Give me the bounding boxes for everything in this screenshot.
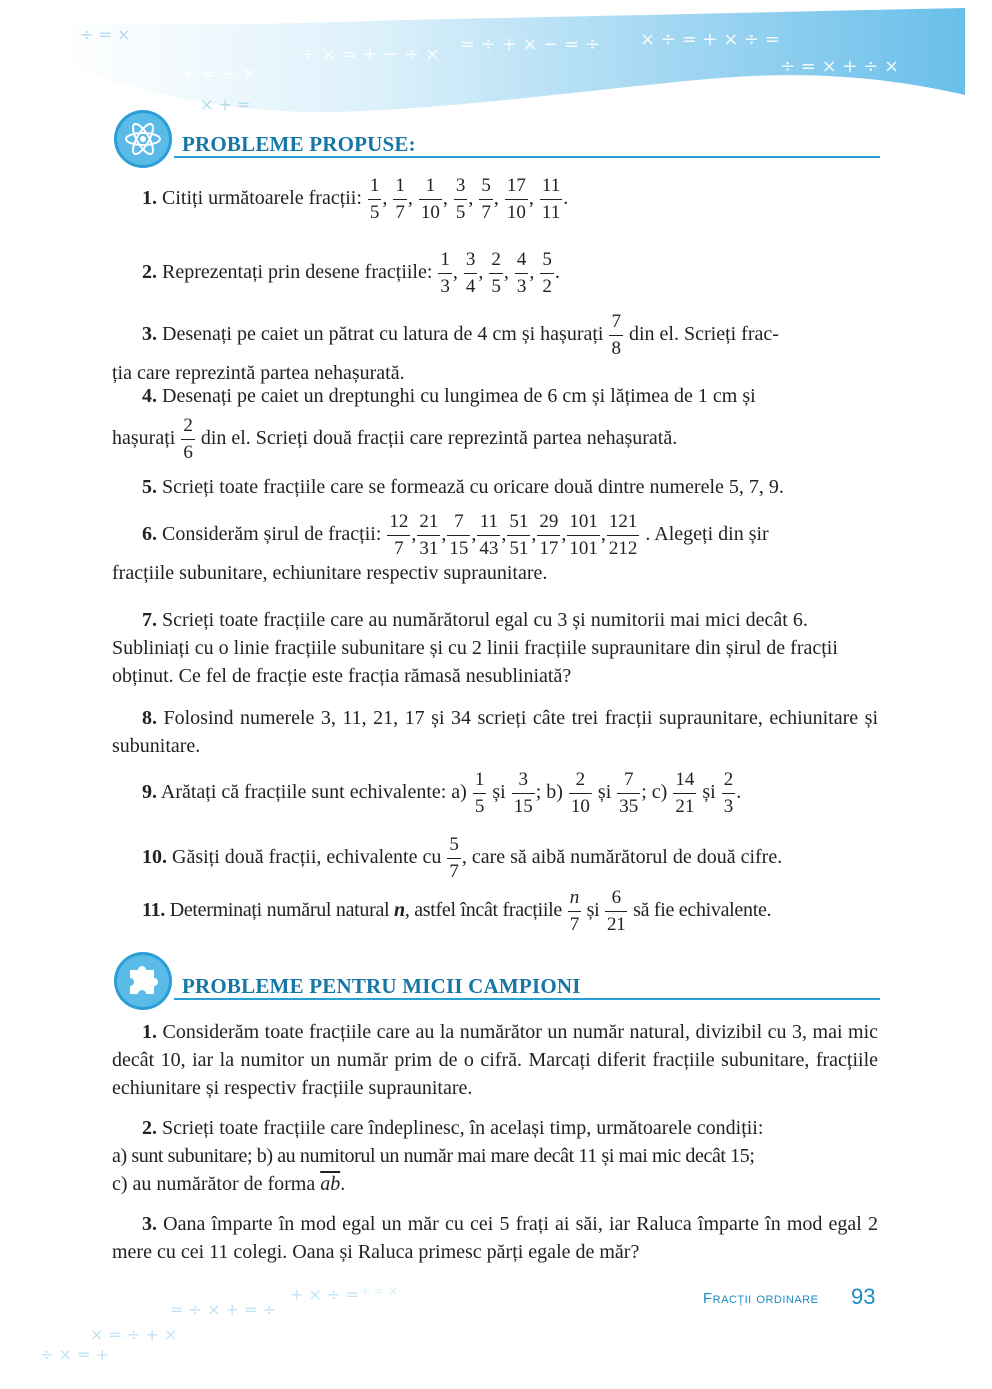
problem-text: Scrieți toate fracțiile care au numărătorul egal cu 3 și numitorii mai mici decât 6. Subliniați cu o linie fracțiile subunitare și cu 2 linii fracțiile supraunitare din șirul de fracții obținut. Ce fel de fracție este fracția rămasă nesubliniată? (112, 609, 838, 687)
problem-number: 9. (142, 781, 157, 804)
champion-problem-2: 2. Scrieți toate fracțiile care îndeplinesc, în același timp, următoarele condiții: a) sunt subunitare; b) au numitorul un număr mai mare decât 11 și mai mic decât 15; c) au numărător de forma $\overline{ab}$. (112, 1114, 878, 1198)
fraction: $\frac{1}{10}$ (420, 175, 440, 223)
fraction: $\frac{1}{3}$ (440, 249, 450, 297)
fraction: $\frac{17}{10}$ (506, 175, 526, 223)
fraction: $\frac{5}{2}$ (542, 249, 552, 297)
fraction: $\frac{2}{3}$ (723, 769, 734, 817)
problem-text: din el. Scrieți frac- (623, 323, 779, 346)
svg-text:÷ = ×: ÷ = × (360, 1284, 398, 1298)
svg-text:× = ÷ + ×: × = ÷ + × (90, 1325, 178, 1344)
section-title: PROBLEME PROPUSE: (182, 132, 416, 156)
problem-7 (112, 606, 878, 690)
problem-text: Reprezentați prin desene fracțiile: (157, 261, 433, 284)
problem-text: Desenați pe caiet un dreptunghi cu lungimea de 6 cm și lățimea de 1 cm și (157, 385, 756, 407)
champion-problem-3 (112, 1210, 878, 1266)
section-title: PROBLEME PENTRU MICII CAMPIONI (182, 974, 581, 998)
problem-text: din el. Scrieți două fracții care reprezintă partea nehașurată. (195, 427, 678, 450)
problem-number: 3. (142, 323, 157, 346)
section-header-problems (112, 108, 880, 170)
fraction: $\frac{29}{17}$ (539, 511, 559, 559)
problem-number: 4. (142, 385, 157, 407)
fraction: $\frac{11}{11}$ (541, 175, 561, 223)
fraction: $\frac{3}{5}$ (455, 175, 466, 223)
fraction: $\frac{7}{35}$ (619, 769, 639, 817)
problem-text: Găsiți două fracții, echivalente cu (167, 846, 442, 869)
problem-text: Arătați că fracțiile sunt echivalente: a) (157, 781, 467, 804)
problem-text: hașurați (112, 427, 176, 450)
problem-number: 3. (142, 1213, 157, 1235)
problem-text: Folosind numerele 3, 11, 21, 17 și 34 scrieți câte trei fracții supraunitare, echiunitare și subunitare. (112, 707, 878, 757)
fraction: $\frac{5}{7}$ (481, 175, 491, 223)
problem-text: c) au numărător de forma (112, 1173, 321, 1195)
fraction: $\frac{7}{15}$ (449, 511, 469, 559)
fraction: $\frac{1}{7}$ (395, 175, 405, 223)
svg-text:× + =: × + = (200, 95, 251, 114)
fraction: $\frac{21}{31}$ (419, 511, 439, 559)
problem-2: 2. Reprezentați prin desene fracțiile: $\frac{1}{3}$ , $\frac{3}{4}$ , $\frac{2}{5}$ , $\frac{4}{3}$ , $\frac{5}{2}$ . (112, 250, 878, 297)
decorative-footer-band (30, 1280, 490, 1370)
fraction: $\frac{6}{21}$ (607, 887, 626, 935)
svg-text:÷ × = +: ÷ × = + (40, 1345, 109, 1364)
digit-form-ab: $\overline{ab}$ (320, 1173, 341, 1195)
problem-8 (112, 704, 878, 760)
svg-text:÷ = ×: ÷ = × (80, 25, 131, 44)
fraction: $\frac{121}{212}$ (608, 511, 638, 559)
champion-problem-1 (112, 1018, 878, 1102)
problem-6: 6. Considerăm șirul de fracții: $\frac{12}{7}$ , $\frac{21}{31}$ , $\frac{7}{15}$ , $\frac{11}{43}$ , $\frac{51}{51}$ , $\frac{29}{17}$ , $\frac{101}{101}$ , $\frac{121}{212}$ . Alegeți din șir fracțiile subunitare, echiunitare respectiv supraunitare. (112, 512, 878, 587)
fraction: $\frac{2}{6}$ (183, 415, 193, 463)
problem-text: , care să aibă numărătorul de două cifre. (461, 846, 783, 869)
fraction: $\frac{51}{51}$ (509, 511, 529, 559)
problem-text: Scrieți toate fracțiile care se formează cu oricare două dintre numerele 5, 7, 9. (157, 476, 784, 498)
problem-text: să fie echivalente. (628, 899, 772, 922)
page-number: 93 (851, 1284, 876, 1309)
fraction: $\frac{12}{7}$ (389, 511, 409, 559)
problem-text: Determinați numărul natural (165, 899, 394, 922)
puzzle-icon (112, 950, 174, 1012)
problem-4 (112, 382, 878, 463)
fraction: $\frac{11}{43}$ (479, 511, 499, 559)
svg-text:= ÷ + × − = ÷: = ÷ + × − = ÷ (460, 34, 600, 55)
problem-11: 11. Determinați numărul natural n, astfel încât fracțiile $\frac{n}{7}$ și $\frac{6}{21}$ să fie echivalente. (112, 888, 878, 935)
problem-text: , astfel încât fracțiile (404, 899, 562, 922)
fraction: $\frac{2}{5}$ (491, 249, 501, 297)
problem-text: fracțiile subunitare, echiunitare respectiv supraunitare. (112, 562, 548, 584)
problem-text: Considerăm toate fracțiile care au la numărător un număr natural, divizibil cu 3, mai mic decât 10, iar la numitor un număr prim de o cifră. Marcați diferit fracțiile subunitare, fracțiile echiunitare și respectiv fracțiile supraunitare. (112, 1021, 878, 1099)
atom-icon (112, 108, 174, 170)
problem-number: 11. (142, 899, 165, 922)
fraction: $\frac{4}{3}$ (516, 249, 527, 297)
problem-text: a) sunt subunitare; b) au numitorul un număr mai mare decât 11 și mai mic decât 15; (112, 1145, 755, 1167)
svg-text:× ÷ = + × ÷ =: × ÷ = + × ÷ = (640, 29, 780, 50)
problem-text: Citiți următoarele fracții: (157, 187, 362, 210)
variable-n: n (394, 899, 405, 922)
problem-number: 2. (142, 1117, 157, 1139)
svg-text:÷ = × + ÷ ×: ÷ = × + ÷ × (780, 56, 900, 77)
fraction: $\frac{3}{4}$ (465, 249, 476, 297)
fraction: $\frac{1}{5}$ (369, 175, 380, 223)
problem-5 (112, 473, 878, 501)
problem-1: 1. Citiți următoarele fracții: $\frac{1}{5}$ , $\frac{1}{7}$ , $\frac{1}{10}$ , $\frac{3}{5}$ , $\frac{5}{7}$ , $\frac{17}{10}$ , $\frac{11}{11}$ . (112, 176, 878, 223)
problem-text: ția care reprezintă partea nehașurată. (112, 362, 405, 384)
problem-number: 7. (142, 609, 157, 631)
svg-text:+ × ÷ =: + × ÷ = (290, 1285, 359, 1304)
fraction: $\frac{3}{15}$ (513, 769, 533, 817)
fraction: $\frac{1}{5}$ (474, 769, 485, 817)
problem-text: Considerăm șirul de fracții: (157, 523, 382, 546)
fraction: $\frac{7}{8}$ (611, 311, 621, 359)
problem-number: 1. (142, 187, 157, 210)
svg-text:÷ × = + − ÷ ×: ÷ × = + − ÷ × (300, 44, 440, 65)
problem-3 (112, 312, 878, 387)
problem-text: Desenați pe caiet un pătrat cu latura de 4 cm și hașurați (157, 323, 604, 346)
problem-number: 5. (142, 476, 157, 498)
problem-text: Oana împarte în mod egal un măr cu cei 5 frați ai săi, iar Raluca împarte în mod egal 2 mere cu cei 11 colegi. Oana și Raluca primesc părți egale de măr? (112, 1213, 878, 1263)
problem-text: . Alegeți din șir (640, 523, 769, 546)
fraction: $\frac{14}{21}$ (675, 769, 695, 817)
fraction: $\frac{2}{10}$ (570, 769, 590, 817)
fraction: $\frac{n}{7}$ (569, 887, 579, 935)
problem-9: 9. Arătați că fracțiile sunt echivalente: a) $\frac{1}{5}$ și $\frac{3}{15}$ ; b) $\frac{2}{10}$ și $\frac{7}{35}$ ; c) $\frac{14}{21}$ și $\frac{2}{3}$ . (112, 770, 878, 817)
problem-text: Scrieți toate fracțiile care îndeplinesc, în același timp, următoarele condiții: (157, 1117, 764, 1139)
problem-10 (112, 835, 878, 882)
chapter-title: Fracții ordinare (703, 1290, 819, 1307)
svg-text:= ÷ × + = ÷: = ÷ × + = ÷ (170, 1300, 276, 1319)
problem-number: 10. (142, 846, 167, 869)
fraction: $\frac{101}{101}$ (569, 511, 598, 559)
section-header-champions (112, 950, 880, 1012)
problem-number: 6. (142, 523, 157, 546)
problem-number: 2. (142, 261, 157, 284)
problem-number: 8. (142, 707, 157, 729)
problem-number: 1. (142, 1021, 157, 1043)
fraction: $\frac{5}{7}$ (449, 834, 459, 882)
svg-text:+ = ÷ ×: + = ÷ × (180, 64, 258, 85)
